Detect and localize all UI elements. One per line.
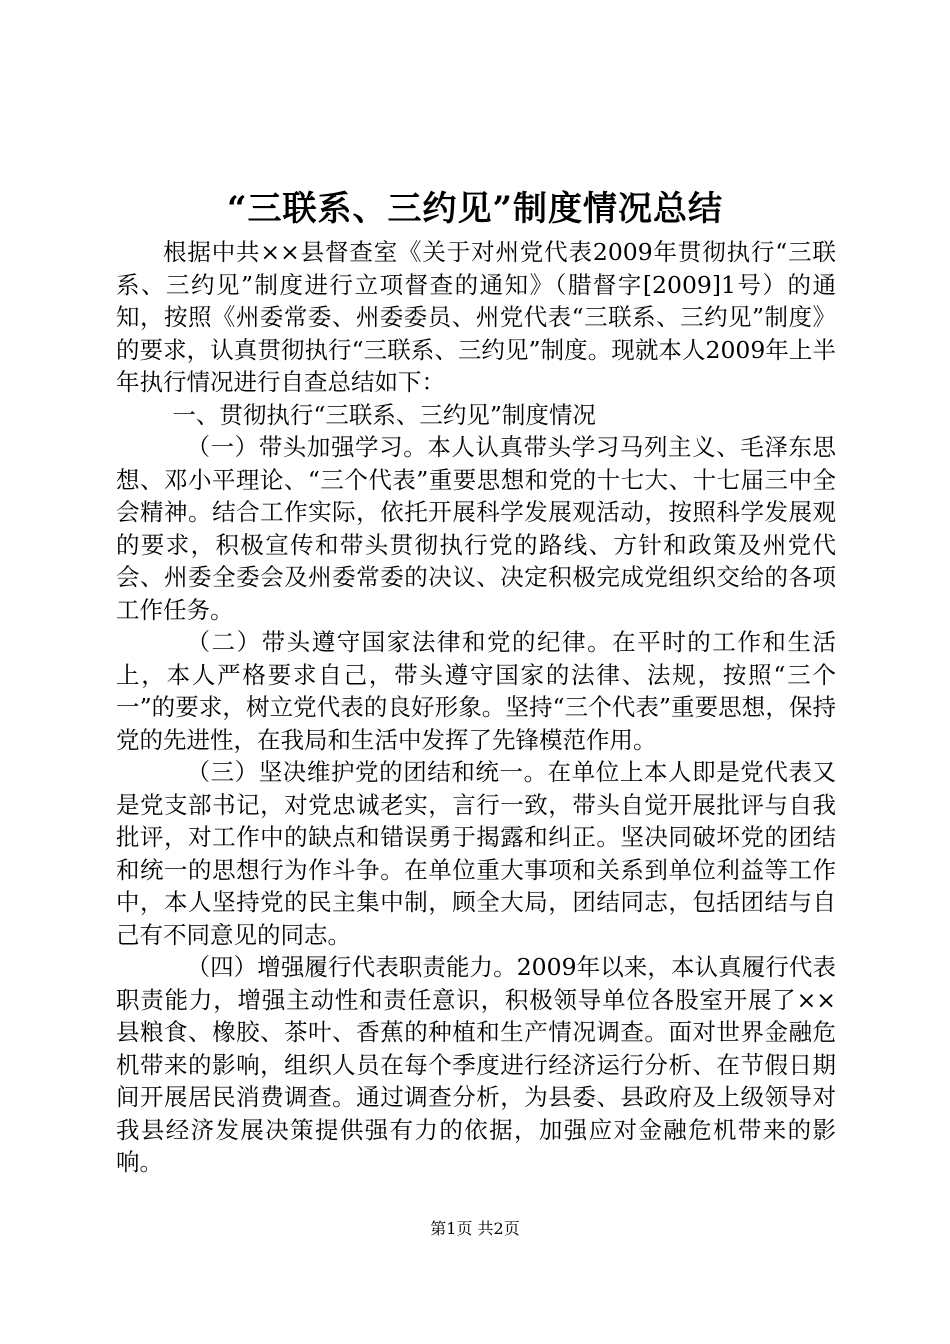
subsection-paragraph-1: （一）带头加强学习。本人认真带头学习马列主义、毛泽东思想、邓小平理论、“三个代表”重要思想和党的十七大、十七届三中全会精神。结合工作实际，依托开展科学发展观活动，按照科学发展观的要求，积极宣传和带头贯彻执行党的路线、方针和政策及州党代会、州委全委会及州委常委的决议、决定积极完成党组织交给的各项工作任务。: [116, 433, 836, 624]
document-body: [116, 236, 836, 1179]
subsection-paragraph-3: （三）坚决维护党的团结和统一。在单位上本人即是党代表又是党支部书记，对党忠诚老实，言行一致，带头自觉开展批评与自我批评，对工作中的缺点和错误勇于揭露和纠正。坚决同破坏党的团结和统一的思想行为作斗争。在单位重大事项和关系到单位利益等工作中，本人坚持党的民主集中制，顾全大局，团结同志，包括团结与自己有不同意见的同志。: [116, 758, 836, 949]
intro-paragraph: 根据中共××县督查室《关于对州党代表2009年贯彻执行“三联系、三约见”制度进行立项督查的通知》（腊督字[2009]1号）的通知，按照《州委常委、州委委员、州党代表“三联系、三约见”制度》的要求，认真贯彻执行“三联系、三约见”制度。现就本人2009年上半年执行情况进行自查总结如下：: [116, 238, 836, 396]
section-heading: 一、贯彻执行“三联系、三约见”制度情况: [172, 400, 596, 429]
page-title: “三联系、三约见”制度情况总结: [226, 189, 724, 229]
subsection-paragraph-2: （二）带头遵守国家法律和党的纪律。在平时的工作和生活上，本人严格要求自己，带头遵守国家的法律、法规，按照“三个一”的要求，树立党代表的良好形象。坚持“三个代表”重要思想，保持党的先进性，在我局和生活中发挥了先锋模范作用。: [116, 628, 836, 754]
subsection-paragraph-4: （四）增强履行代表职责能力。2009年以来，本认真履行代表职责能力，增强主动性和责任意识，积极领导单位各股室开展了××县粮食、橡胶、茶叶、香蕉的种植和生产情况调查。面对世界金融危机带来的影响，组织人员在每个季度进行经济运行分析、在节假日期间开展居民消费调查。通过调查分析，为县委、县政府及上级领导对我县经济发展决策提供强有力的依据，加强应对金融危机带来的影响。: [116, 953, 836, 1176]
page-footer: 第1页 共2页: [430, 1219, 520, 1238]
